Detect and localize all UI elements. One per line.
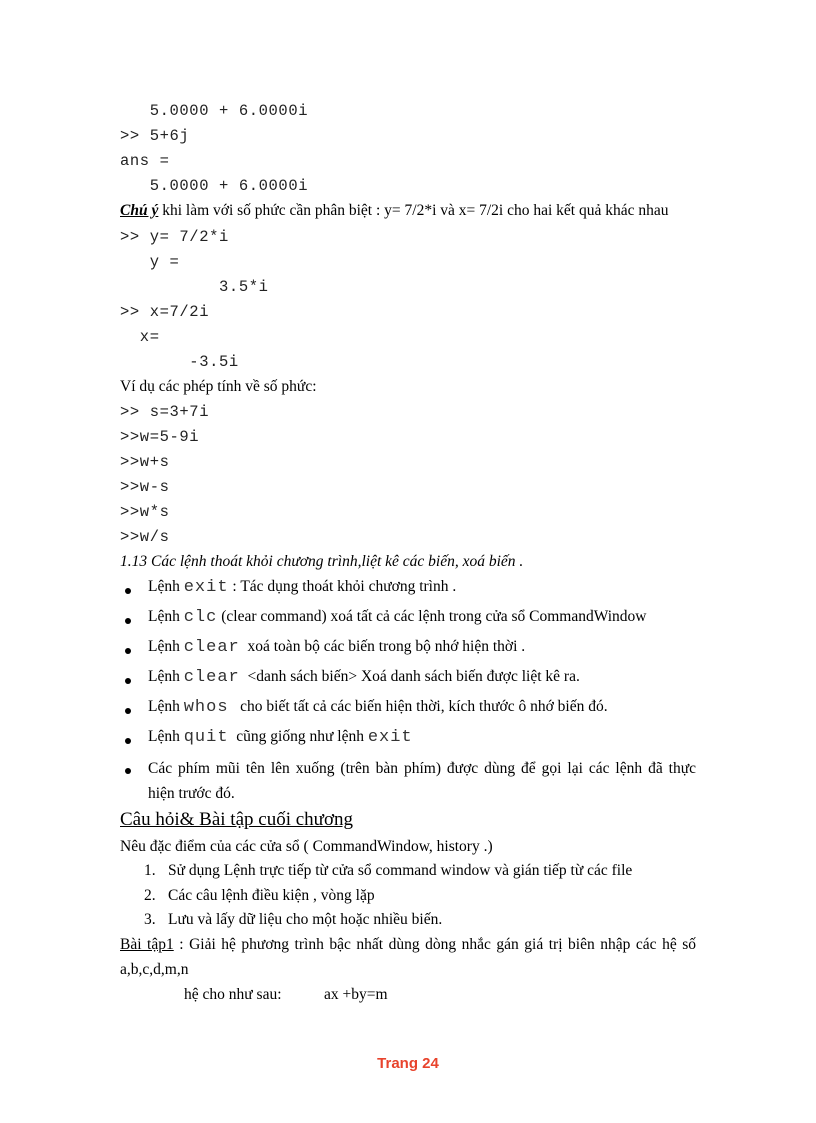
numbered-item: 2. Các câu lệnh điều kiện , vòng lặp [144, 887, 375, 904]
code-line: x= [120, 328, 160, 346]
command-name: clc [183, 608, 218, 627]
bullet-icon [125, 648, 131, 654]
list-item: Lệnh quit cũng giống như lệnh exit [148, 728, 413, 747]
note-paragraph [120, 202, 669, 220]
command-name: clear [183, 668, 240, 687]
section-title: 1.13 Các lệnh thoát khỏi chương trình,liệt kê các biến, xoá biến . [120, 553, 524, 570]
bullet-icon [125, 588, 131, 594]
code-line: >>w+s [120, 453, 170, 471]
code-line: >>w-s [120, 478, 170, 496]
code-line: >> 5+6j [120, 127, 190, 145]
bullet-icon [125, 708, 131, 714]
command-name: exit [183, 578, 229, 597]
list-item: Lệnh clear xoá toàn bộ các biến trong bộ nhớ hiện thời . [148, 638, 526, 657]
bullet-icon [125, 768, 131, 774]
command-name: quit [183, 728, 229, 747]
code-line: >> y= 7/2*i [120, 228, 229, 246]
code-line: >> x=7/2i [120, 303, 210, 321]
list-item: Lệnh whos cho biết tất cả các biến hiện thời, kích thước ô nhớ biến đó. [148, 698, 608, 717]
example-intro: Ví dụ các phép tính về số phức: [120, 378, 317, 395]
code-line: y = [120, 253, 180, 271]
list-item-line: Các phím mũi tên lên xuống (trên bàn phím) được dùng để gọi lại các lệnh đã thực [148, 760, 696, 777]
list-item: Lệnh clear <danh sách biến> Xoá danh sách biến được liệt kê ra. [148, 668, 580, 687]
list-item: Lệnh clc (clear command) xoá tất cả các lệnh trong cửa sổ CommandWindow [148, 608, 647, 627]
code-line: >>w/s [120, 528, 170, 546]
exercise-line-1: Bài tập1 : Giải hệ phương trình bậc nhất dùng dòng nhắc gán giá trị biên nhập các hệ số [120, 936, 696, 953]
page-number: Trang 24 [377, 1055, 439, 1072]
code-line: >> s=3+7i [120, 403, 210, 421]
bullet-icon [125, 738, 131, 744]
code-line: >>w*s [120, 503, 170, 521]
code-line: ans = [120, 152, 170, 170]
exercise-label: Bài tập1 [120, 936, 174, 953]
numbered-item: 1. Sử dụng Lệnh trực tiếp từ cửa sổ command window và gián tiếp từ các file [144, 862, 633, 879]
note-label: Chú ý [120, 202, 159, 219]
bullet-icon [125, 678, 131, 684]
note-text: khi làm với số phức cần phân biệt : y= 7/2*i và x= 7/2i cho hai kết quả khác nhau [158, 202, 669, 219]
questions-heading: Câu hỏi& Bài tập cuối chương [120, 809, 354, 830]
bullet-icon [125, 618, 131, 624]
questions-intro: Nêu đặc điểm của các cửa sổ ( CommandWindow, history .) [120, 838, 493, 855]
numbered-item: 3. Lưu và lấy dữ liệu cho một hoặc nhiều biến. [144, 911, 443, 928]
command-name: clear [183, 638, 240, 657]
code-line: -3.5i [120, 353, 239, 371]
exercise-line-3b: ax +by=m [324, 986, 388, 1003]
code-line: 3.5*i [120, 278, 269, 296]
list-item: Lệnh exit : Tác dụng thoát khỏi chương trình . [148, 578, 457, 597]
exercise-line-3a: hệ cho như sau: [184, 986, 282, 1003]
exercise-line-2: a,b,c,d,m,n [120, 961, 189, 978]
code-line: 5.0000 + 6.0000i [120, 177, 309, 195]
code-line: 5.0000 + 6.0000i [120, 102, 309, 120]
command-name: whos [183, 698, 229, 717]
command-name: exit [367, 728, 413, 747]
code-line: >>w=5-9i [120, 428, 200, 446]
list-item-line: hiện trước đó. [148, 785, 235, 802]
